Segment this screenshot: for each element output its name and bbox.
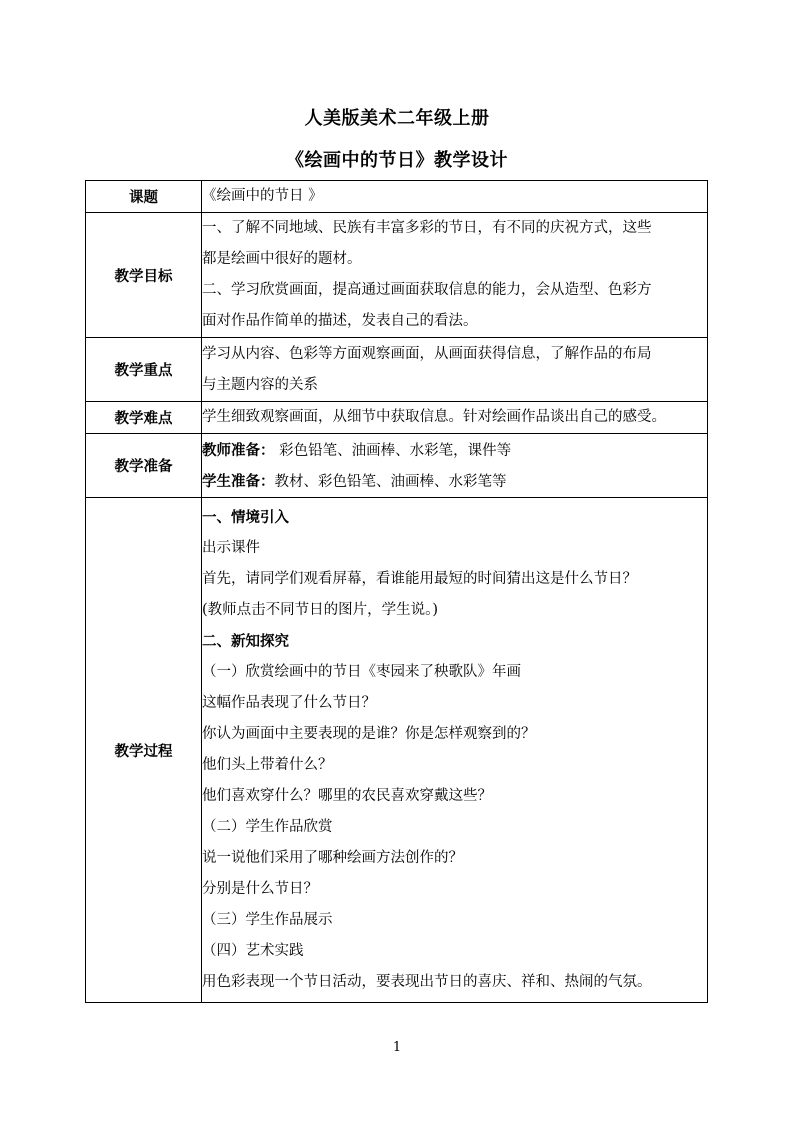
process-section-heading: 二、新知探究	[202, 633, 289, 650]
process-line: 分别是什么节日？	[202, 881, 318, 897]
goals-line: 面对作品作简单的描述，发表自己的看法。	[202, 313, 478, 329]
process-line: 首先，请同学们观看屏幕，看谁能用最短的时间猜出这是什么节日？	[202, 571, 637, 587]
process-line: 这幅作品表现了什么节日？	[202, 695, 376, 711]
process-line: （三）学生作品展示	[202, 912, 333, 928]
process-content	[202, 498, 708, 1003]
table-row-goals	[86, 213, 708, 338]
process-line: 说一说他们采用了哪种绘画方法创作的？	[202, 850, 463, 866]
key-points-line: 与主题内容的关系	[202, 376, 318, 393]
difficulties-content	[202, 402, 708, 434]
student-preparation	[202, 466, 707, 497]
topic-content	[202, 181, 708, 213]
document-title-line1: 人美版美术二年级上册	[304, 108, 490, 129]
process-line: 你认为画面中主要表现的是谁？你是怎样观察到的？	[202, 726, 536, 742]
table-row-key-points	[86, 338, 708, 402]
goals-content	[202, 213, 708, 338]
student-preparation-label: 学生准备：	[202, 472, 275, 490]
key-points-line: 学习从内容、色彩等方面观察画面，从画面获得信息，了解作品的布局	[202, 345, 652, 362]
goals-line: 都是绘画中很好的题材。	[202, 251, 362, 267]
table-row-preparation	[86, 434, 708, 498]
table-row-difficulties	[86, 402, 708, 434]
process-line: （四）艺术实践	[202, 943, 304, 959]
goals-line: 二、学习欣赏画面，提高通过画面获取信息的能力，会从造型、色彩方	[202, 282, 652, 298]
process-line: （一）欣赏绘画中的节日《枣园来了秧歌队》年画	[202, 664, 521, 680]
page-number: 1	[392, 1040, 402, 1055]
process-line: 他们头上带着什么？	[202, 757, 333, 773]
teacher-preparation-text: 彩色铅笔、油画棒、水彩笔，课件等	[274, 442, 512, 459]
process-line: 他们喜欢穿什么？哪里的农民喜欢穿戴这些？	[202, 788, 492, 804]
teacher-preparation	[202, 435, 707, 466]
process-line: 用色彩表现一个节日活动，要表现出节日的喜庆、祥和、热闹的气氛。	[202, 974, 652, 990]
preparation-content	[202, 434, 708, 498]
label-difficulties: 教学难点	[86, 402, 202, 434]
process-line: (教师点击不同节日的图片，学生说。)	[202, 602, 439, 618]
topic-text: 《绘画中的节日 》	[202, 188, 323, 204]
key-points-content	[202, 338, 708, 402]
process-line: （二）学生作品欣赏	[202, 819, 333, 835]
label-process: 教学过程	[86, 498, 202, 1003]
lesson-plan-table	[85, 180, 708, 1003]
student-preparation-text: 教材、彩色铅笔、油画棒、水彩笔等	[274, 473, 507, 490]
table-row-process	[86, 498, 708, 1003]
table-row-topic	[86, 181, 708, 213]
label-topic: 课题	[86, 181, 202, 213]
teacher-preparation-label: 教师准备：	[202, 441, 275, 459]
difficulties-text: 学生细致观察画面，从细节中获取信息。针对绘画作品谈出自己的感受。	[202, 409, 666, 425]
label-preparation: 教学准备	[86, 434, 202, 498]
label-key-points: 教学重点	[86, 338, 202, 402]
label-goals: 教学目标	[86, 213, 202, 338]
process-line: 出示课件	[202, 540, 260, 556]
goals-line: 一、了解不同地域、民族有丰富多彩的节日，有不同的庆祝方式，这些	[202, 220, 652, 236]
process-section-heading: 一、情境引入	[202, 509, 289, 526]
document-title-line2: 《绘画中的节日》教学设计	[286, 150, 508, 171]
